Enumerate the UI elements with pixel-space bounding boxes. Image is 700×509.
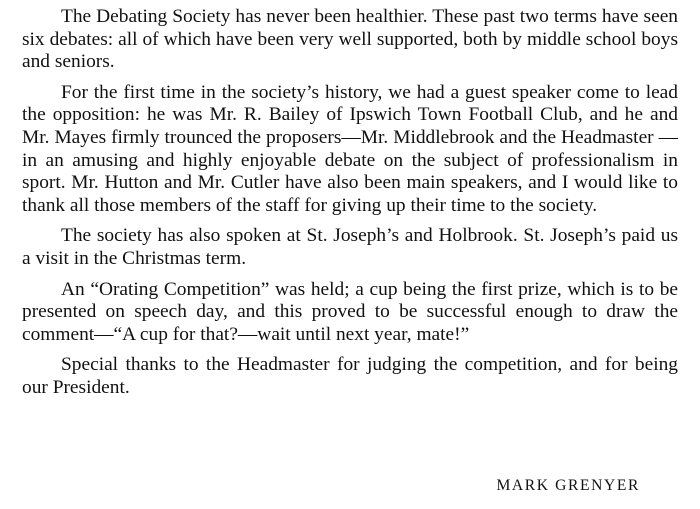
- paragraph-guest-speaker: For the first time in the society’s history, we had a guest speaker come to lead the opposition: he was Mr. R. Bailey of Ipswich Town Football Club, and he and Mr. Mayes firmly trounced the proposers—Mr. Middlebrook and the Headmaster —in an amusing and highly enjoyable debate on the subject of professionalism in sport. Mr. Hutton and Mr. Cutler have also been main speakers, and I would like to thank all those members of the staff for giving up their time to the society.: [22, 81, 678, 216]
- paragraph-orating-competition: An “Orating Competition” was held; a cup being the first prize, which is to be presented on speech day, and this proved to be successful enough to draw the comment—“A cup for that?—wait until next year, mate!”: [22, 278, 678, 345]
- signature-row: [496, 477, 640, 495]
- paragraph-visits: The society has also spoken at St. Joseph’s and Holbrook. St. Joseph’s paid us a visit in the Christmas term.: [22, 225, 678, 269]
- article-body: [22, 6, 678, 408]
- paragraph-debating-society: The Debating Society has never been healthier. These past two terms have seen six debates: all of which have been very well supported, both by middle school boys and seniors.: [22, 6, 678, 73]
- paragraph-thanks: Special thanks to the Headmaster for judging the competition, and for being our President.: [22, 354, 678, 398]
- author-signature: MARK GRENYER: [496, 477, 640, 494]
